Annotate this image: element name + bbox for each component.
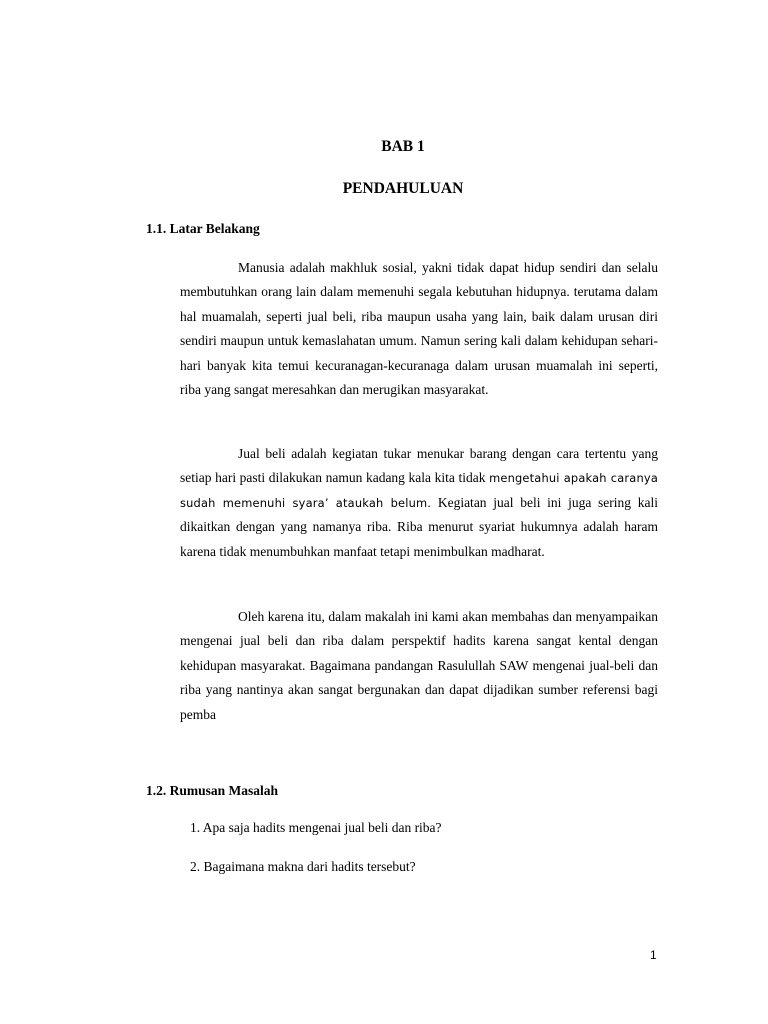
list-item: 1. Apa saja hadits mengenai jual beli dan riba? [190,820,442,835]
paragraph-3: Oleh karena itu, dalam makalah ini kami akan membahas dan menyampaikan mengenai jual beli dan riba dalam perspektif hadits karena sangat kental dengan kehidupan masyarakat. Bagaimana pandangan Rasulullah SAW mengenai jual-beli dan riba yang nantinya akan sangat bergunakan dan dapat dijadikan sumber referensi bagi pemba [180,609,658,722]
chapter-title: PENDAHULUAN [342,180,464,197]
section-title-latar-belakang: 1.1. Latar Belakang [146,221,260,236]
paragraph-2-text-a: Jual beli adalah kegiatan tukar menukar barang dengan cara tertentu yang setiap hari pasti dilakukan namun kadang kala kita tidak [180,446,658,486]
page-number: 1 [650,948,657,962]
paragraph-1: Manusia adalah makhluk sosial, yakni tidak dapat hidup sendiri dan selalu membutuhkan orang lain dalam memenuhi segala kebutuhan hidupnya. terutama dalam hal muamalah, seperti jual beli, riba maupun usaha yang lain, baik dalam urusan diri sendiri maupun untuk kemaslahatan umum. Namun sering kali dalam kehidupan sehari-hari banyak kita temui kecuranagan-kecuranaga dalam urusan muamalah ini seperti, riba yang sangat meresahkan dan merugikan masyarakat. [180,260,658,398]
list-item: 2. Bagaimana makna dari hadits tersebut? [190,859,416,874]
section-title-rumusan-masalah: 1.2. Rumusan Masalah [146,783,279,798]
paragraph-2-text-sans: mengetahui apakah caranya sudah memenuhi syara’ ataukah belum. [180,471,658,510]
paragraph-2 [180,442,658,564]
paragraph-2-text-b: Kegiatan jual beli ini juga sering kali dikaitkan dengan yang namanya riba. Riba menurut syariat hukumnya adalah haram karena tidak menumbuhkan manfaat tetapi menimbulkan madharat. [180,494,658,559]
chapter-heading: BAB 1 [381,138,425,155]
